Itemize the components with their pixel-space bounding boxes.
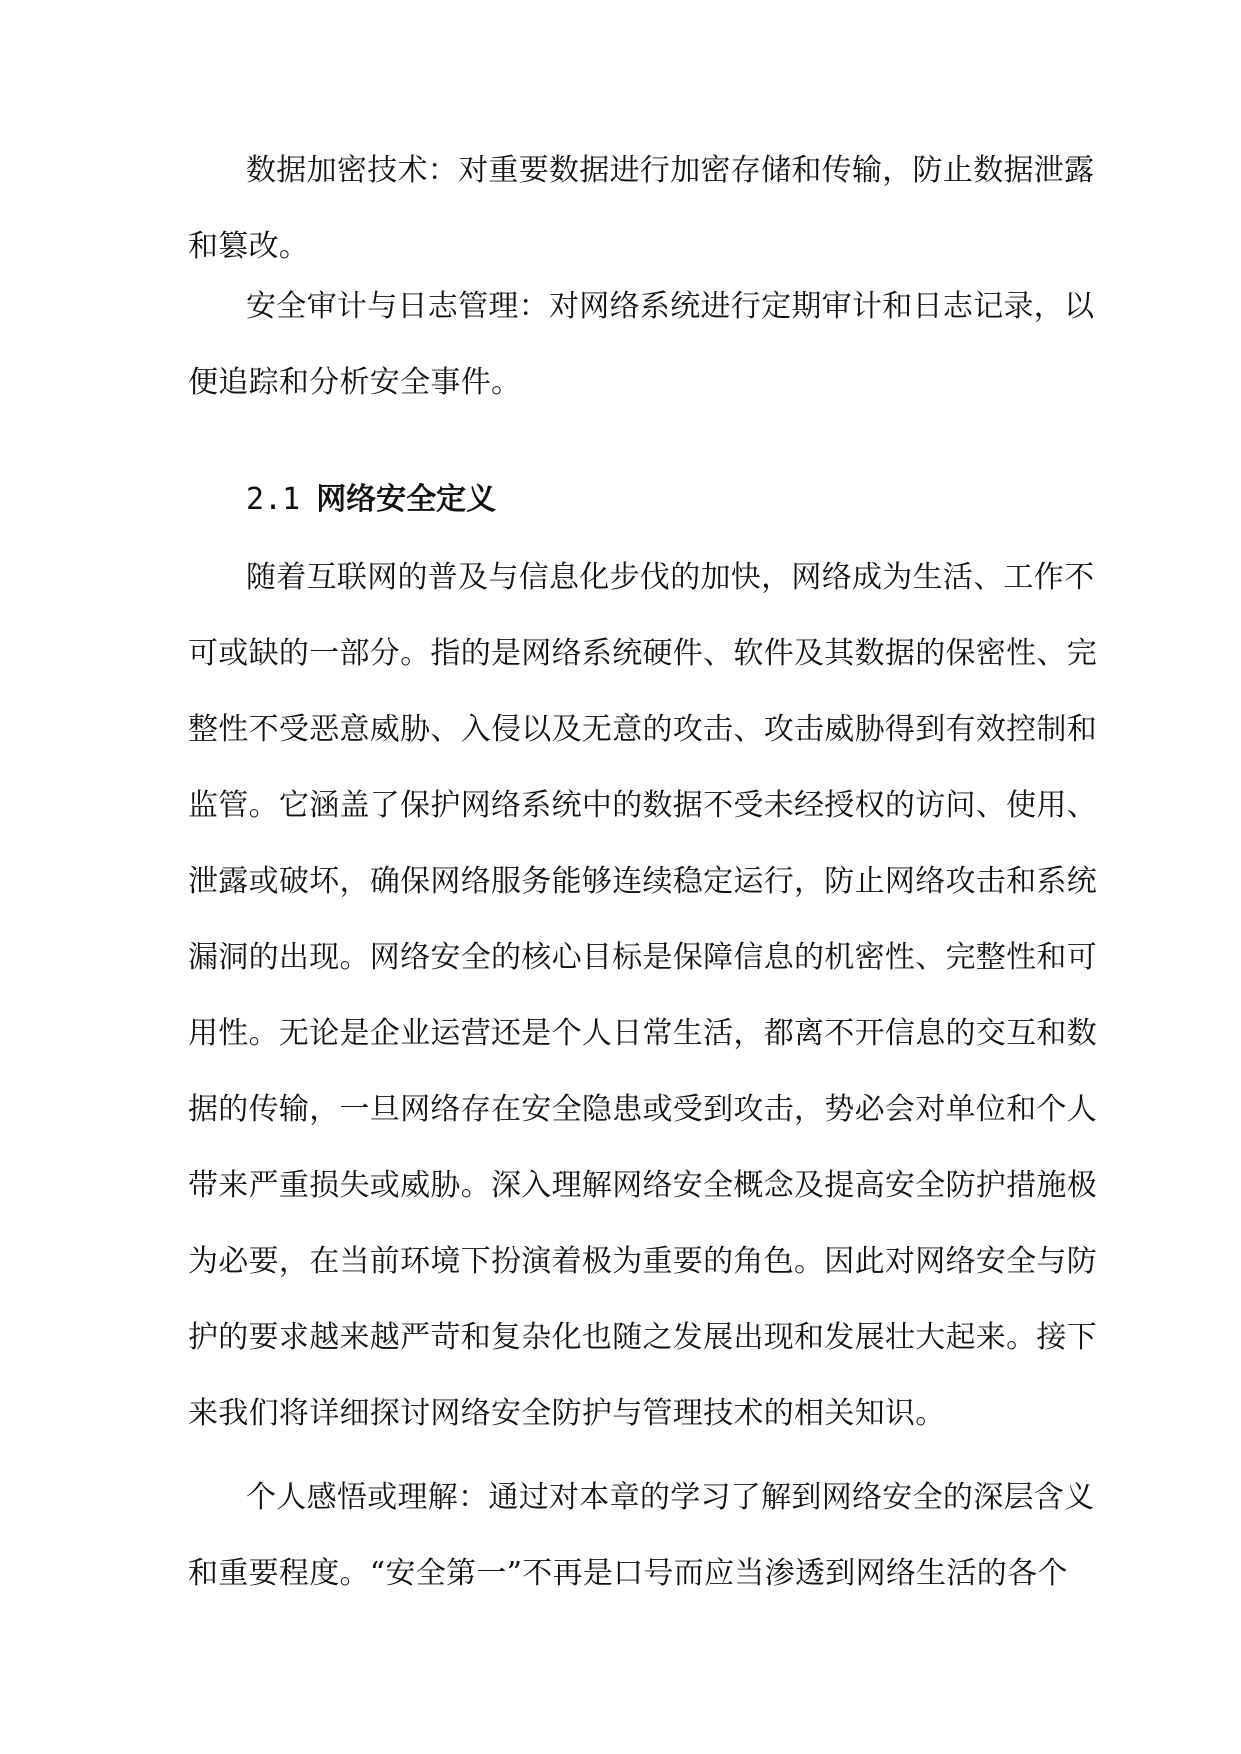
paragraph-line: 个人感悟或理解：通过对本章的学习了解到网络安全的深层含义 <box>246 1480 1095 1515</box>
paragraph-line: 泄露或破坏，确保网络服务能够连续稳定运行，防止网络攻击和系统 <box>188 864 1097 899</box>
paragraph-network-security-definition <box>188 540 1097 1452</box>
paragraph-line: 用性。无论是企业运营还是个人日常生活，都离不开信息的交互和数 <box>188 1016 1097 1051</box>
paragraph-line: 护的要求越来越严苛和复杂化也随之发展出现和发展壮大起来。接下 <box>188 1320 1097 1355</box>
paragraph-line: 整性不受恶意威胁、入侵以及无意的攻击、攻击威胁得到有效控制和 <box>188 712 1097 747</box>
section-heading <box>246 480 496 520</box>
paragraph-line: 来我们将详细探讨网络安全防护与管理技术的相关知识。 <box>188 1396 946 1431</box>
paragraph-line: 数据加密技术：对重要数据进行加密存储和传输，防止数据泄露 <box>246 153 1095 188</box>
paragraph-line: 可或缺的一部分。指的是网络系统硬件、软件及其数据的保密性、完 <box>188 636 1097 671</box>
paragraph-line: 便追踪和分析安全事件。 <box>188 365 522 400</box>
paragraph-line: 为必要，在当前环境下扮演着极为重要的角色。因此对网络安全与防 <box>188 1244 1097 1279</box>
paragraph-data-encryption <box>188 133 1095 285</box>
section-title: 网络安全定义 <box>316 482 497 517</box>
paragraph-line: 监管。它涵盖了保护网络系统中的数据不受未经授权的访问、使用、 <box>188 788 1097 823</box>
paragraph-line: 和重要程度。“安全第一”不再是口号而应当渗透到网络生活的各个 <box>188 1556 1068 1591</box>
section-number: 2.1 <box>246 482 301 517</box>
paragraph-personal-reflection <box>188 1460 1095 1612</box>
paragraph-line: 漏洞的出现。网络安全的核心目标是保障信息的机密性、完整性和可 <box>188 940 1097 975</box>
paragraph-line: 随着互联网的普及与信息化步伐的加快，网络成为生活、工作不 <box>246 560 1095 595</box>
paragraph-line: 安全审计与日志管理：对网络系统进行定期审计和日志记录，以 <box>246 289 1095 324</box>
paragraph-line: 带来严重损失或威胁。深入理解网络安全概念及提高安全防护措施极 <box>188 1168 1097 1203</box>
paragraph-line: 据的传输，一旦网络存在安全隐患或受到攻击，势必会对单位和个人 <box>188 1092 1097 1127</box>
paragraph-line: 和篡改。 <box>188 229 310 264</box>
paragraph-security-audit <box>188 269 1095 421</box>
